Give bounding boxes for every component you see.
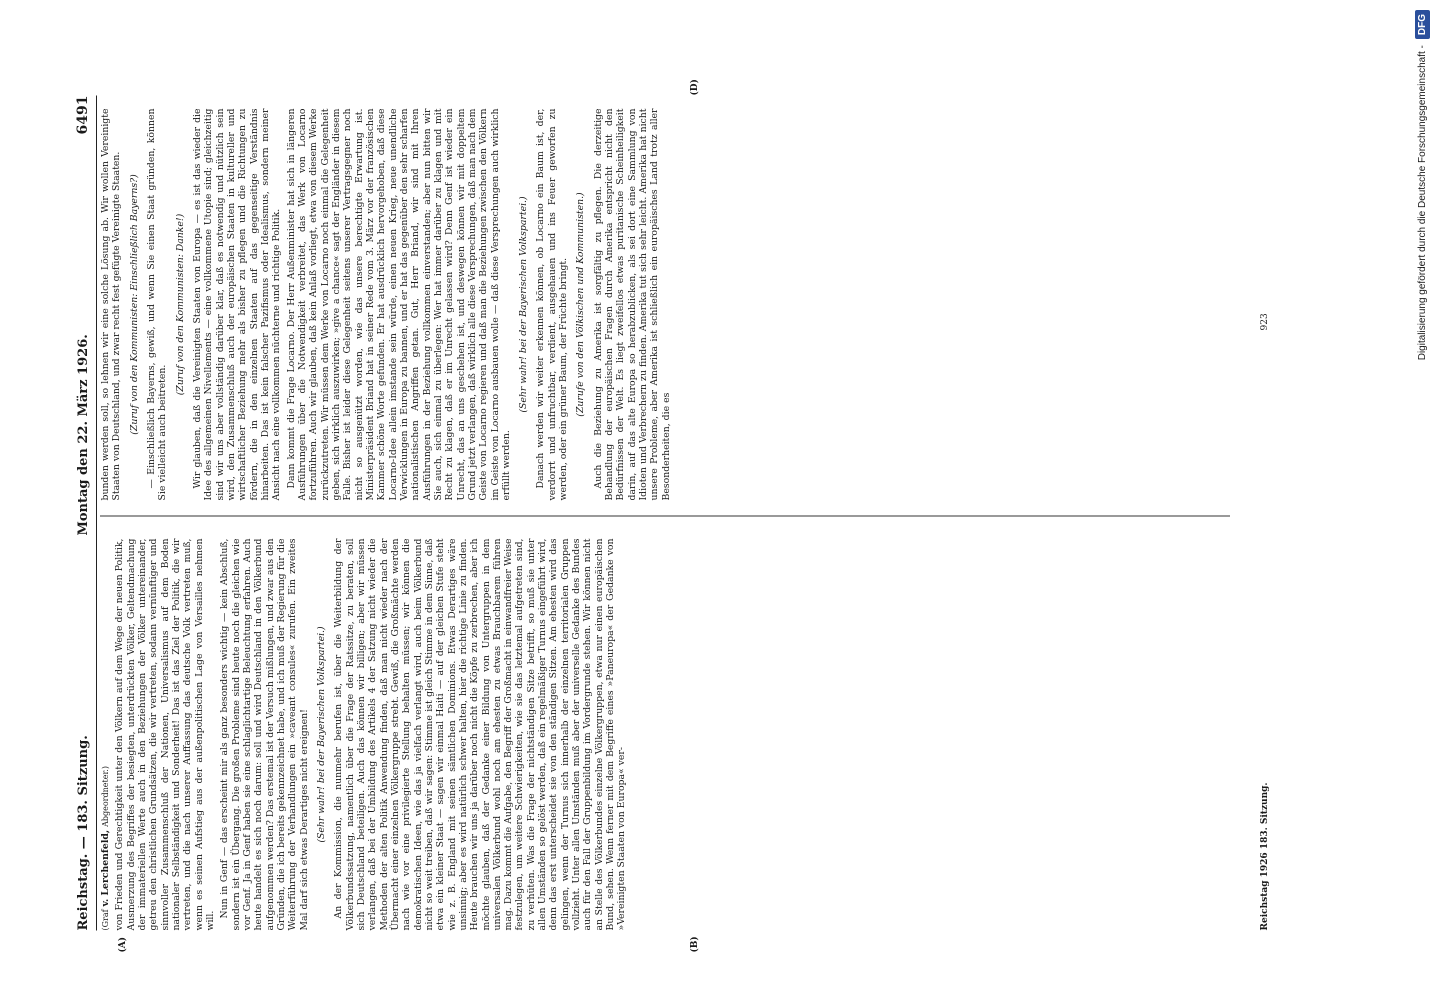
speaker-name: v. Lerchenfeld,: [100, 829, 111, 906]
margin-marker-a: (A): [118, 936, 128, 952]
paragraph: Dann kommt die Frage Locarno. Der Herr Außenminister hat sich in längeren Ausführungen über die Notwendigkeit verbreitet, das Werk von Locarno fortzuführen. Auch wir glauben, daß kein Anlaß vorliegt, etwa von diesem Werke zurückzutreten. Wir müssen dem Werke von Locarno noch einmal die Gelegenheit geben, sich wirklich auszuwirken; »give a chance« sagt der Engländer in diesem Falle. Bisher ist leider diese Gelegenheit seitens unserer Vertragsgegner noch nicht so ausgenützt worden, wie das unsere berechtigte Erwartung ist. Ministerpräsident Briand hat in seiner Rede vom 3. März vor der französischen Kammer schöne Worte gefunden. Er hat ausdrücklich hervorgehoben, daß diese Locarno-Idee allein imstande sein würde, einen neuen Krieg, neue unendliche Verwicklungen in Europa zu bannen, und er hat das gegenüber den sehr scharfen nationalistischen Angriffen getan. Gut, Herr Briand, wir sind mit Ihren Ausführungen in der Beziehung vollkommen einverstanden; aber nun bitten wir Sie auch, sich einmal zu überlegen: Wer hat immer darüber zu klagen und mit Recht zu klagen, daß er im Unrecht gelassen wird? Denn Genf ist wieder ein Unrecht, das an uns geschehen ist, und deswegen können wir mit doppeltem Grund jetzt verlangen, daß wirklich alle diese Versprechungen, daß man nach dem Geiste von Locarno regieren und daß man die Beziehungen zwischen den Völkern im Geiste von Locarno ausbauen wolle — daß diese Versprechungen auch wirklich erfüllt werden.: [285, 108, 512, 500]
scanned-page: [70, 78, 1320, 952]
speaker-role: Abgeordneter.): [101, 765, 110, 827]
left-column: [100, 538, 631, 930]
right-column: [100, 108, 675, 500]
header-date: Montag den 22. März 1926.: [76, 333, 92, 536]
interjection: (Zurufe von den Völkischen und Kommunisten.): [575, 191, 587, 417]
paragraph: Danach werden wir weiter erkennen können, ob Locarno ein Baum ist, der, verdorrt und unfruchtbar, verdient, ausgehauen und ins Feuer geworfen zu werden, oder ein grüner Baum, der Früchte bringt.: [535, 108, 570, 500]
column-divider: [100, 515, 1230, 516]
margin-marker-b: (B): [690, 935, 700, 952]
interjection: (Zuruf von den Kommunisten: Einschließlich Bayerns?): [128, 173, 140, 435]
header-page-number: 6491: [74, 95, 91, 134]
interjection: (Zuruf von den Kommunisten: Danke!): [174, 213, 186, 395]
paragraph: Auch die Beziehung zu Amerika ist sorgfältig zu pflegen. Die derzeitige Behandlung der europäischen Fragen durch Amerika entspricht nicht den Bedürfnissen der Welt. Es liegt zweifellos etwas puritanische Scheinheiligkeit darin, auf das alte Europa so herabzublicken, als sei dort eine Sammlung von Idioten und Verbrechern zu finden. Amerika tut sich sehr leicht. Amerika hat nicht unsere Probleme, aber Amerika ist schließlich ein europäisches Land trotz aller Besonderheiten, die es: [592, 108, 672, 500]
credit-text: Digitalisierung gefördert durch die Deutsche Forschungsgemeinschaft -: [1416, 45, 1428, 361]
paragraph: von Frieden und Gerechtigkeit unter den Völkern auf dem Wege der neuen Politik, Ausmerzung des Begriffes der besiegten, unterdrückten Völker, Geltendmachung der immateriellen Werte auch in den Beziehungen der Völker untereinander, getreu den christlichen Grundsätzen, die wir vertreten, sodann vernünftiger und sinnvoller Zusammenschluß der Nationen, Universalismus auf dem Boden nationaler Selbständigkeit und Sonderheit! Das ist das Ziel der Politik, die wir vertreten, und die nach unserer Auffassung das deutsche Volk vertreten muß, wenn es seinen Aufstieg aus der außenpolitischen Lage von Versailles nehmen will.: [114, 538, 216, 930]
signature-mark: 923: [1260, 312, 1270, 330]
interjection: (Sehr wahr! bei der Bayerischen Volkspartei.): [315, 625, 327, 843]
paragraph: Wir glauben, daß die Vereinigten Staaten von Europa — es ist das wieder die Idee des allgemeinen Nivellements — eine vollkommene Utopie sind; gleichzeitig sind wir uns aber vollständig darüber klar, daß es notwendig und nützlich sein wird, den Zusammenschluß auch der europäischen Staaten in kultureller und wirtschaftlicher Beziehung mehr als bisher zu pflegen und die Richtungen zu fördern, die in den einzelnen Staaten auf das gegenseitige Verständnis hinarbeiten. Das ist kein falscher Pazifismus oder Idealismus, sondern meiner Ansicht nach eine vollkommen nüchterne und richtige Politik.: [191, 108, 283, 500]
speaker-prefix: (Graf: [101, 908, 110, 930]
protocol-page: [70, 78, 1320, 952]
paragraph: — Einschließlich Bayerns, gewiß, und wenn Sie einen Staat gründen, können Sie vielleicht auch beitreten.: [145, 108, 169, 500]
header-session: Reichstag. — 183. Sitzung.: [76, 734, 92, 930]
page-header: [70, 95, 97, 930]
paragraph: An der Kommission, die nunmehr berufen ist, über die Weiterbildung der Völkerbundssatzung, namentlich über die Frage der Ratssitze, zu beraten, soll sich Deutschland beteiligen. Auch das können wir billigen; aber wir müssen verlangen, daß bei der Umbildung des Artikels 4 der Satzung nicht wieder die Methoden der alten Politik Anwendung finden, daß man nicht wieder nach der Übermacht einer einzelnen Völkergruppe strebt. Gewiß, die Großmächte werden nach wie vor eine privilegierte Stellung behalten müssen; wir können die demokratischen Ideen, wie das ja vielfach verlangt wird, auch beim Völkerbund nicht so weit treiben, daß wir sagen: Stimme ist gleich Stimme in dem Sinne, daß etwa ein kleiner Staat — sagen wir einmal Haiti — auf der gleichen Stufe steht wie z. B. England mit seinen sämtlichen Dominions. Etwas Derartiges wäre unsinnig; aber es wird natürlich schwer halten, hier die richtige Linie zu finden. Heute brauchen wir uns ja darüber noch nicht die Köpfe zu zerbrechen, aber ich möchte glauben, daß der Gedanke einer Bildung von Untergruppen in dem universalen Völkerbund wohl noch am ehesten zu etwas Brauchbarem führen mag. Dazu kommt die Aufgabe, den Begriff der Großmacht in einwandfreier Weise festzulegen, um weitere Schwierigkeiten, wie sie das letztemal aufgetreten sind, zu verhüten. Was die Frage der nichtständigen Sitze betrifft, so muß sie unter allen Umständen so gelöst werden, daß ein regelmäßiger Turnus eingeführt wird, denn das erst unterscheidet sie von den ständigen Sitzen. Am ehesten wird das gelingen, wenn der Turnus sich innerhalb der einzelnen territorialen Gruppen vollzieht. Unter allen Umständen muß aber der universelle Gedanke des Bundes auch für den Fall der Gruppenbildung im Vordergrunde stehen. Wir können nicht an Stelle des Völkerbundes einzelne Völkergruppen, etwa nur einen europäischen Bund, sehen. Wenn ferner mit dem Begriffe eines »Paneuropa« der Gedanke von »Vereinigten Staaten von Europa« ver-: [333, 538, 628, 930]
digitization-credit: [1411, 10, 1433, 990]
margin-marker-d: (D): [690, 78, 700, 95]
interjection: (Sehr wahr! bei der Bayerischen Volkspartei.): [518, 195, 530, 413]
paragraph: bunden werden soll, so lehnen wir eine solche Lösung ab. Wir wollen Vereinigte Staaten von Deutschland, und zwar recht fest gefügte Vereinigte Staaten.: [100, 108, 123, 500]
dfg-logo: DFG: [1415, 10, 1430, 39]
paragraph: Nun in Genf — das erscheint mir als ganz besonders wichtig — kein Abschluß, sondern ist ein Übergang. Die großen Probleme sind heute noch die gleichen wie vor Genf. Ja in Genf haben sie eine schlaglichtartige Beleuchtung erfahren. Auch heute handelt es sich noch darum: soll und wird Deutschland in den Völkerbund aufgenommen werden? Das erstemal ist der Versuch mißlungen, und zwar aus den Gründen, die ich bereits gekennzeichnet habe, und ich muß der Regierung für die Weiterführung der Verhandlungen ein »caveant consules« zurufen. Ein zweites Mal darf sich etwas Derartiges nicht ereignen!: [219, 537, 310, 930]
speaker-line: [100, 538, 111, 930]
page-footer: Reichstag 1926 183. Sitzung.: [1260, 781, 1270, 930]
